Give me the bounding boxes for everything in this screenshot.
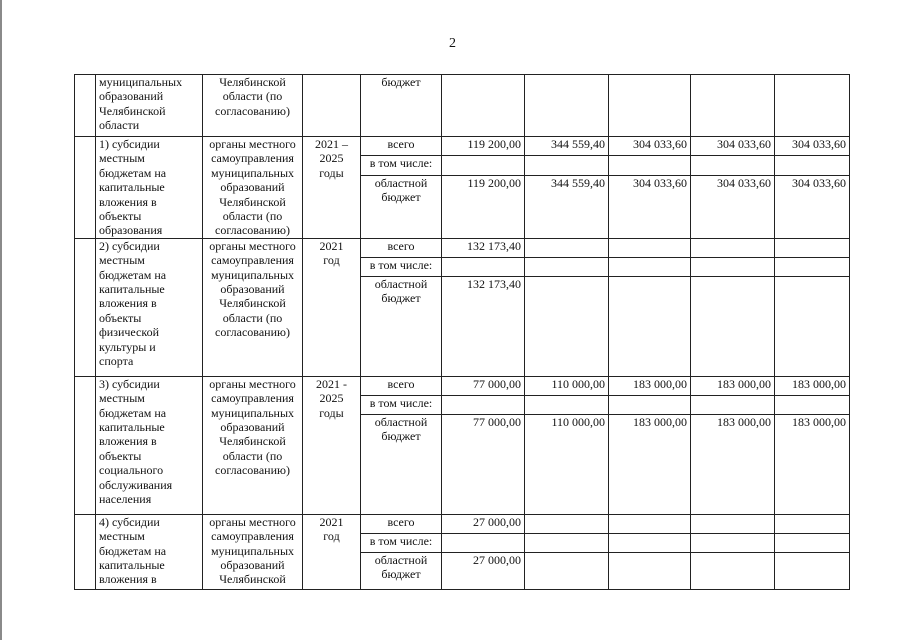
amount-cell xyxy=(775,395,850,414)
cell-line: органы местного xyxy=(209,137,296,151)
measure-name-cell xyxy=(96,238,203,376)
amount-cell xyxy=(691,75,775,137)
funding-source-cell xyxy=(361,533,442,552)
amount-cell xyxy=(442,533,525,552)
amount-cell: 183 000,00 xyxy=(775,414,850,514)
cell-line: области (по xyxy=(222,310,283,325)
amount-cell xyxy=(775,514,850,533)
executor-cell xyxy=(203,376,303,514)
amount-cell xyxy=(691,552,775,589)
funding-source-cell xyxy=(361,238,442,257)
cell-line: области xyxy=(99,118,140,133)
cell-line: бюджет xyxy=(381,190,421,205)
cell-line: физической xyxy=(99,325,159,340)
cell-line: капитальные xyxy=(99,558,165,573)
cell-line: областной xyxy=(374,276,428,291)
executor-cell xyxy=(203,238,303,376)
table-row xyxy=(75,514,850,533)
funding-source-cell xyxy=(361,514,442,533)
page-edge-line xyxy=(0,0,2,640)
cell-line: всего xyxy=(387,376,415,391)
cell-line: 1) субсидии xyxy=(99,137,160,151)
cell-line: всего xyxy=(387,514,415,529)
amount-cell xyxy=(609,533,691,552)
period-cell xyxy=(303,514,361,589)
cell-line: капитальные xyxy=(99,282,165,297)
amount-cell xyxy=(525,156,609,175)
amount-cell xyxy=(609,156,691,175)
cell-line: местным xyxy=(99,151,145,166)
cell-line: год xyxy=(323,253,340,268)
table-row xyxy=(75,238,850,257)
cell-line: культуры и xyxy=(99,339,156,354)
cell-line: год xyxy=(323,529,340,544)
amount-cell xyxy=(442,395,525,414)
cell-line: образований xyxy=(220,180,285,195)
amount-cell xyxy=(691,395,775,414)
amount-cell xyxy=(691,238,775,257)
cell-line: области (по xyxy=(222,89,283,104)
amount-cell: 344 559,40 xyxy=(525,175,609,238)
amount-cell xyxy=(775,75,850,137)
cell-line: объекты xyxy=(99,448,142,463)
cell-line: образований xyxy=(220,420,285,435)
cell-line: бюджетам на xyxy=(99,267,167,282)
cell-line: населения xyxy=(99,492,152,507)
executor-cell xyxy=(203,137,303,239)
amount-cell xyxy=(691,514,775,533)
cell-line: образований xyxy=(220,282,285,297)
amount-cell: 183 000,00 xyxy=(775,376,850,395)
cell-line: Челябинской xyxy=(219,296,286,311)
funding-source-cell xyxy=(361,75,442,137)
period-cell xyxy=(303,376,361,514)
cell-line: 2025 xyxy=(319,391,344,406)
amount-cell: 27 000,00 xyxy=(442,514,525,533)
amount-cell: 183 000,00 xyxy=(609,376,691,395)
row-number-cell xyxy=(75,514,96,589)
amount-cell xyxy=(609,276,691,376)
amount-cell xyxy=(775,238,850,257)
row-number-cell xyxy=(75,75,96,137)
cell-line: местным xyxy=(99,529,145,544)
amount-cell xyxy=(525,552,609,589)
amount-cell: 119 200,00 xyxy=(442,137,525,156)
cell-line: образований xyxy=(220,558,285,573)
cell-line: муниципальных xyxy=(210,267,295,282)
table-row xyxy=(75,376,850,395)
amount-cell xyxy=(609,238,691,257)
page-number: 2 xyxy=(449,36,456,51)
cell-line: муниципальных xyxy=(99,75,183,89)
amount-cell: 183 000,00 xyxy=(691,414,775,514)
table-row xyxy=(75,75,850,137)
cell-line: 2025 xyxy=(319,151,344,166)
cell-line: капитальные xyxy=(99,420,165,435)
cell-line: органы местного xyxy=(209,514,296,529)
cell-line: самоуправления xyxy=(211,391,294,406)
amount-cell: 304 033,60 xyxy=(775,137,850,156)
funding-source-cell xyxy=(361,257,442,276)
cell-line: социального xyxy=(99,463,164,478)
cell-line: в том числе: xyxy=(369,156,433,171)
cell-line: вложения в xyxy=(99,194,157,209)
cell-line: муниципальных xyxy=(210,543,295,558)
cell-line: самоуправления xyxy=(211,151,294,166)
cell-line: 2021 xyxy=(319,238,344,253)
cell-line: Челябинской xyxy=(219,572,286,587)
cell-line: согласованию) xyxy=(215,463,290,478)
cell-line: согласованию) xyxy=(215,103,290,118)
cell-line: областной xyxy=(374,175,428,190)
cell-line: вложения в xyxy=(99,434,157,449)
funding-source-cell xyxy=(361,276,442,376)
funding-source-cell xyxy=(361,376,442,395)
cell-line: 3) субсидии xyxy=(99,376,160,391)
period-cell xyxy=(303,137,361,239)
cell-line: органы местного xyxy=(209,238,296,253)
cell-line: в том числе: xyxy=(369,395,433,410)
funding-source-cell xyxy=(361,414,442,514)
cell-line: бюджетам на xyxy=(99,165,167,180)
cell-line: самоуправления xyxy=(211,529,294,544)
cell-line: 2021 xyxy=(319,514,344,529)
amount-cell xyxy=(442,257,525,276)
cell-line: областной xyxy=(374,552,428,567)
funding-source-cell xyxy=(361,156,442,175)
cell-line: бюджет xyxy=(381,75,421,89)
amount-cell: 183 000,00 xyxy=(609,414,691,514)
amount-cell xyxy=(609,75,691,137)
measure-name-cell xyxy=(96,514,203,589)
amount-cell xyxy=(525,395,609,414)
amount-cell xyxy=(525,257,609,276)
amount-cell xyxy=(525,276,609,376)
cell-line: спорта xyxy=(99,354,134,369)
amount-cell: 183 000,00 xyxy=(691,376,775,395)
amount-cell: 119 200,00 xyxy=(442,175,525,238)
cell-line: согласованию) xyxy=(215,325,290,340)
amount-cell xyxy=(691,257,775,276)
amount-cell xyxy=(442,75,525,137)
cell-line: 2) субсидии xyxy=(99,238,160,253)
amount-cell xyxy=(691,533,775,552)
row-number-cell xyxy=(75,376,96,514)
amount-cell: 304 033,60 xyxy=(691,137,775,156)
cell-line: вложения в xyxy=(99,296,157,311)
amount-cell: 110 000,00 xyxy=(525,414,609,514)
amount-cell xyxy=(609,257,691,276)
amount-cell xyxy=(775,533,850,552)
amount-cell: 110 000,00 xyxy=(525,376,609,395)
row-number-cell xyxy=(75,137,96,239)
amount-cell xyxy=(775,257,850,276)
amount-cell xyxy=(442,156,525,175)
cell-line: образований xyxy=(99,89,164,104)
budget-table xyxy=(74,74,850,590)
amount-cell: 304 033,60 xyxy=(775,175,850,238)
period-cell xyxy=(303,238,361,376)
period-cell xyxy=(303,75,361,137)
cell-line: бюджет xyxy=(381,567,421,582)
amount-cell: 77 000,00 xyxy=(442,376,525,395)
cell-line: в том числе: xyxy=(369,257,433,272)
cell-line: бюджет xyxy=(381,429,421,444)
cell-line: Челябинской xyxy=(99,103,166,118)
cell-line: местным xyxy=(99,391,145,406)
cell-line: в том числе: xyxy=(369,533,433,548)
amount-cell: 132 173,40 xyxy=(442,238,525,257)
amount-cell xyxy=(525,75,609,137)
amount-cell xyxy=(525,238,609,257)
cell-line: областной xyxy=(374,414,428,429)
cell-line: годы xyxy=(319,165,344,180)
amount-cell xyxy=(525,533,609,552)
cell-line: местным xyxy=(99,253,145,268)
cell-line: области (по xyxy=(222,448,283,463)
amount-cell xyxy=(609,514,691,533)
measure-name-cell xyxy=(96,75,203,137)
amount-cell xyxy=(525,514,609,533)
amount-cell xyxy=(691,276,775,376)
amount-cell: 344 559,40 xyxy=(525,137,609,156)
amount-cell xyxy=(609,395,691,414)
measure-name-cell xyxy=(96,376,203,514)
cell-line: самоуправления xyxy=(211,253,294,268)
cell-line: 4) субсидии xyxy=(99,514,160,529)
amount-cell xyxy=(775,156,850,175)
cell-line: Челябинской xyxy=(219,434,286,449)
cell-line: всего xyxy=(387,137,415,151)
cell-line: согласованию) xyxy=(215,223,290,238)
amount-cell xyxy=(775,552,850,589)
cell-line: бюджетам на xyxy=(99,405,167,420)
executor-cell xyxy=(203,514,303,589)
cell-line: объекты xyxy=(99,209,142,224)
cell-line: Челябинской xyxy=(219,194,286,209)
cell-line: вложения в xyxy=(99,572,157,587)
cell-line: области (по xyxy=(222,209,283,224)
amount-cell: 304 033,60 xyxy=(609,137,691,156)
cell-line: органы местного xyxy=(209,376,296,391)
measure-name-cell xyxy=(96,137,203,239)
row-number-cell xyxy=(75,238,96,376)
cell-line: годы xyxy=(319,405,344,420)
cell-line: образования xyxy=(99,223,163,238)
amount-cell: 27 000,00 xyxy=(442,552,525,589)
cell-line: объекты xyxy=(99,310,142,325)
cell-line: муниципальных xyxy=(210,405,295,420)
table-row xyxy=(75,137,850,156)
amount-cell xyxy=(775,276,850,376)
amount-cell: 304 033,60 xyxy=(609,175,691,238)
cell-line: бюджет xyxy=(381,291,421,306)
cell-line: капитальные xyxy=(99,180,165,195)
funding-source-cell xyxy=(361,552,442,589)
cell-line: всего xyxy=(387,238,415,253)
amount-cell: 304 033,60 xyxy=(691,175,775,238)
funding-source-cell xyxy=(361,395,442,414)
funding-source-cell xyxy=(361,137,442,156)
cell-line: муниципальных xyxy=(210,165,295,180)
amount-cell: 132 173,40 xyxy=(442,276,525,376)
amount-cell xyxy=(609,552,691,589)
cell-line: бюджетам на xyxy=(99,543,167,558)
cell-line: Челябинской xyxy=(219,75,286,89)
cell-line: обслуживания xyxy=(99,477,173,492)
cell-line: 2021 - xyxy=(316,376,347,391)
amount-cell xyxy=(691,156,775,175)
funding-source-cell xyxy=(361,175,442,238)
cell-line: 2021 – xyxy=(315,137,348,151)
executor-cell xyxy=(203,75,303,137)
amount-cell: 77 000,00 xyxy=(442,414,525,514)
